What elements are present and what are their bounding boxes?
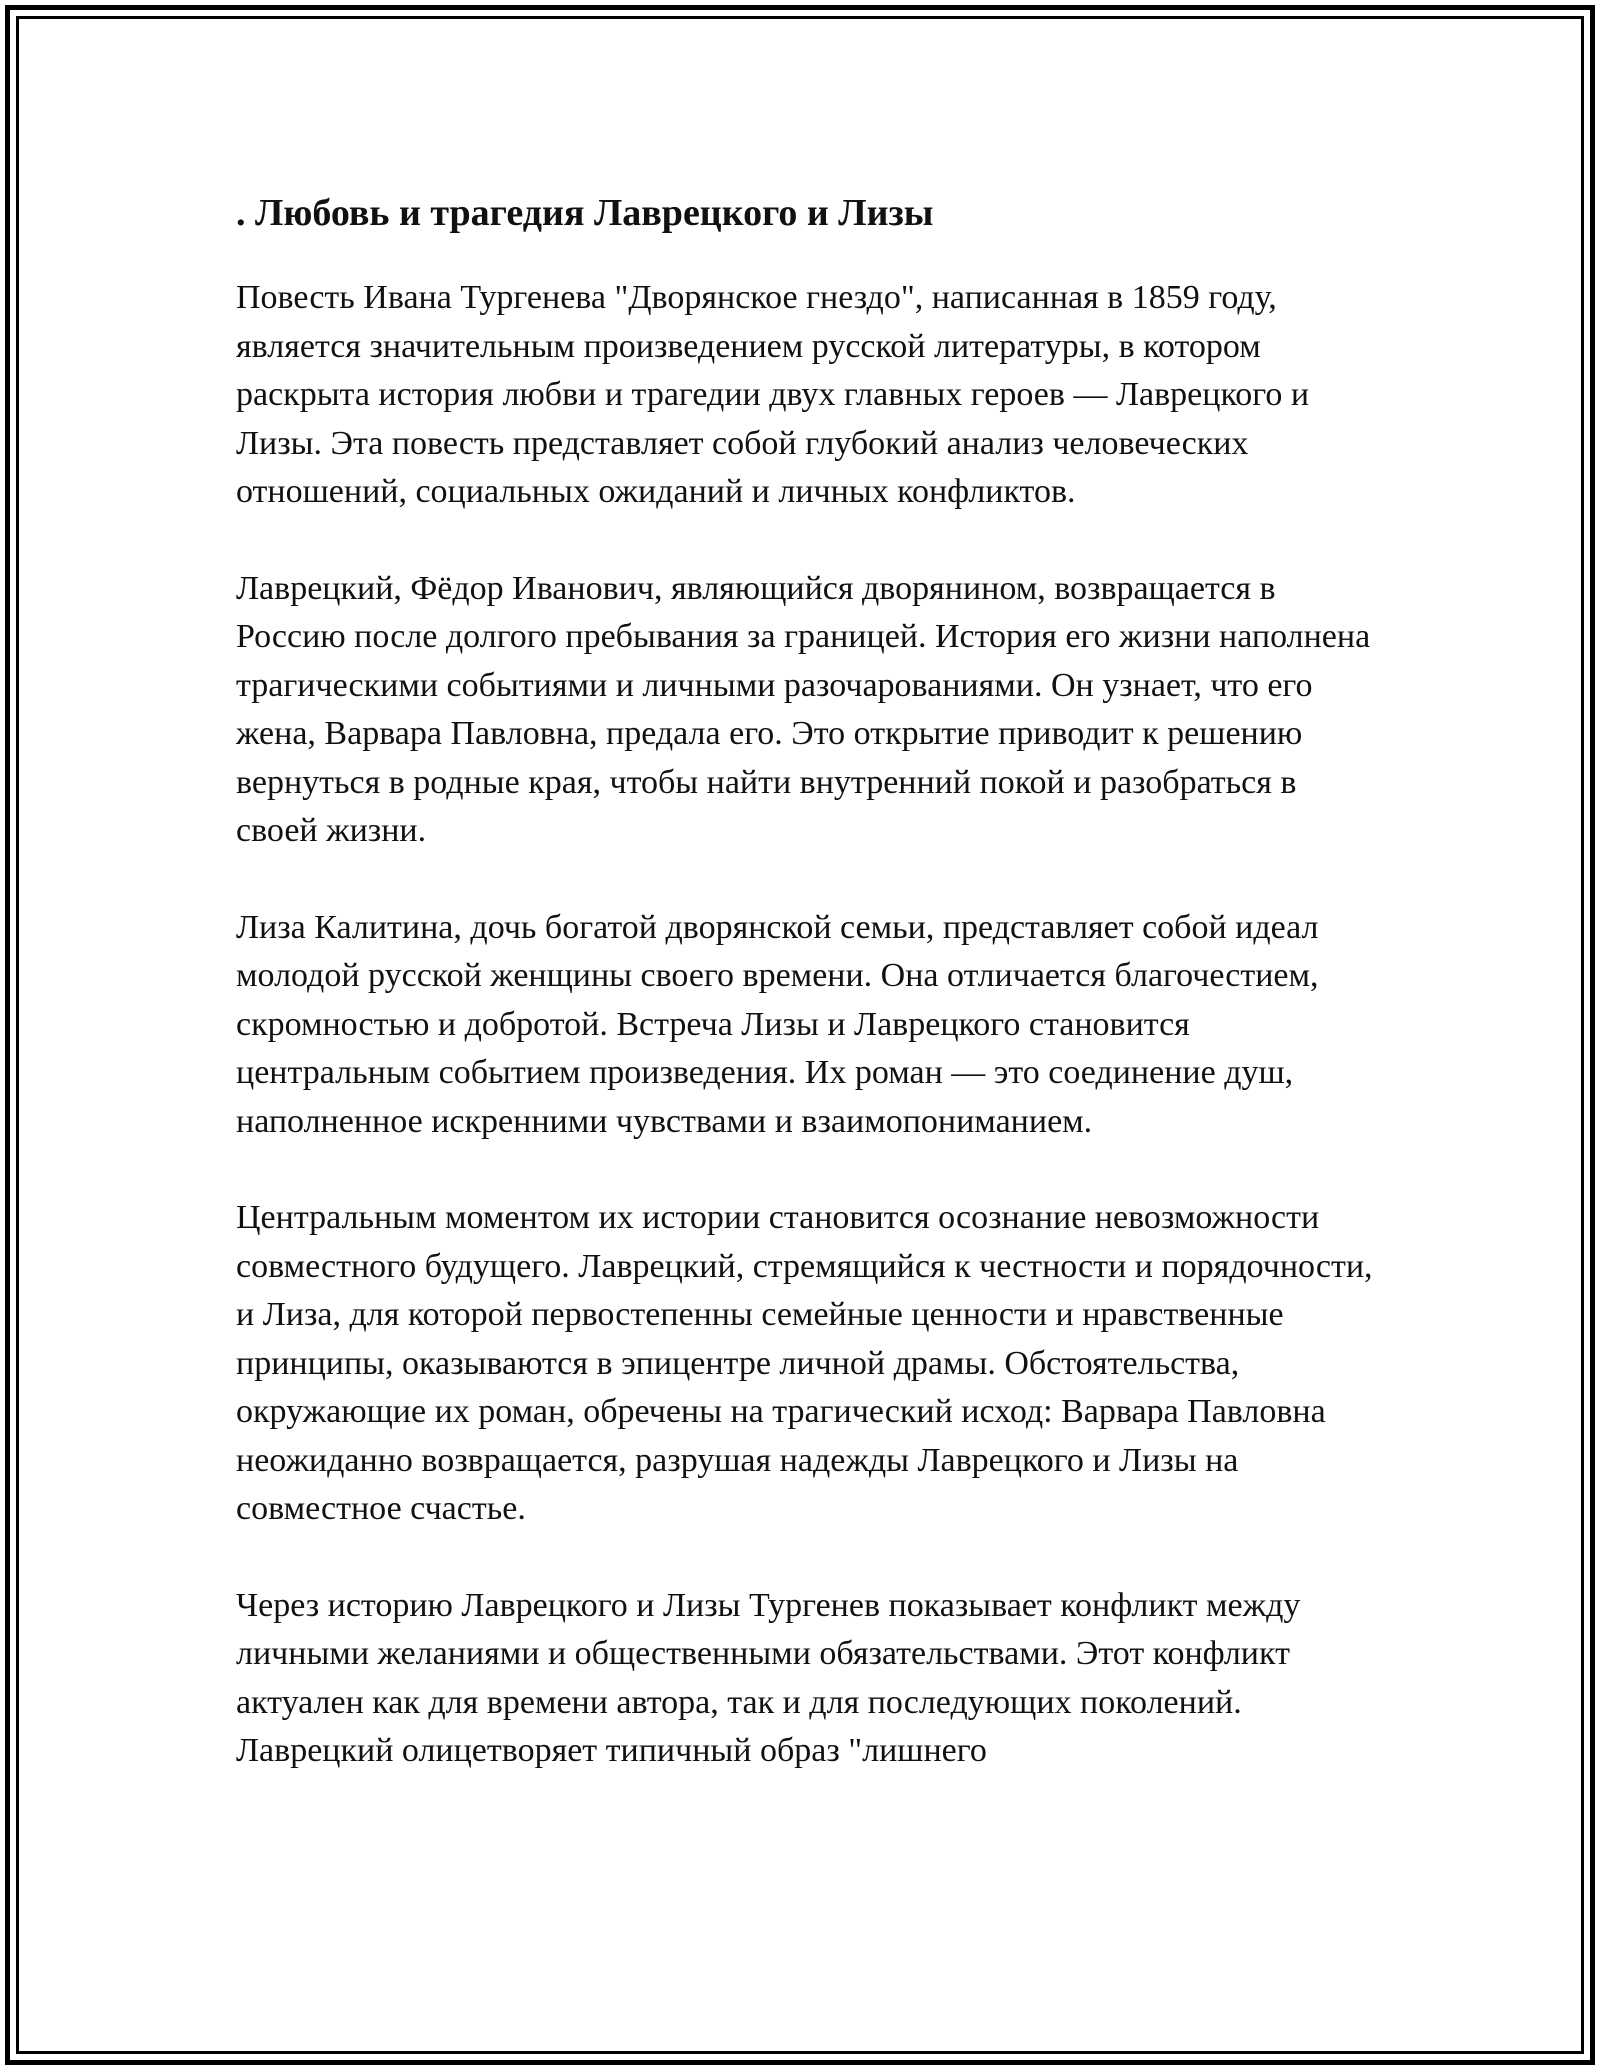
document-body	[236, 186, 1376, 1824]
paragraph-4: Центральным моментом их истории становится осознание невозможности совместного будущего. Лаврецкий, стремящийся к честности и порядочности, и Лиза, для которой первостепенны семейные ценности и нравственные принципы, оказываются в эпицентре личной драмы. Обстоятельства, окружающие их роман, обречены на трагический исход: Варвара Павловна неожиданно возвращается, разрушая надежды Лаврецкого и Лизы на совместное счастье.	[236, 1199, 1373, 1527]
paragraph-5: Через историю Лаврецкого и Лизы Тургенев показывает конфликт между личными желаниями и общественными обязательствами. Этот конфликт актуален как для времени автора, так и для последующих поколений. Лаврецкий олицетворяет типичный образ "лишнего	[236, 1586, 1301, 1769]
paragraph-2: Лаврецкий, Фёдор Иванович, являющийся дворянином, возвращается в Россию после долгого пребывания за границей. История его жизни наполнена трагическими событиями и личными разочарованиями. Он узнает, что его жена, Варвара Павловна, предала его. Это открытие приводит к решению вернуться в родные края, чтобы найти внутренний покой и разобраться в своей жизни.	[236, 569, 1371, 849]
paragraph-3: Лиза Калитина, дочь богатой дворянской семьи, представляет собой идеал молодой русской женщины своего времени. Она отличается благочестием, скромностью и добротой. Встреча Лизы и Лаврецкого становится центральным событием произведения. Их роман — это соединение душ, наполненное искренними чувствами и взаимопониманием.	[236, 908, 1319, 1140]
document-title: . Любовь и трагедия Лаврецкого и Лизы	[236, 192, 934, 234]
paragraph-1: Повесть Ивана Тургенева "Дворянское гнездо", написанная в 1859 году, является значительным произведением русской литературы, в котором раскрыта история любви и трагедии двух главных героев — Лаврецкого и Лизы. Эта повесть представляет собой глубокий анализ человеческих отношений, социальных ожиданий и личных конфликтов.	[236, 279, 1310, 510]
